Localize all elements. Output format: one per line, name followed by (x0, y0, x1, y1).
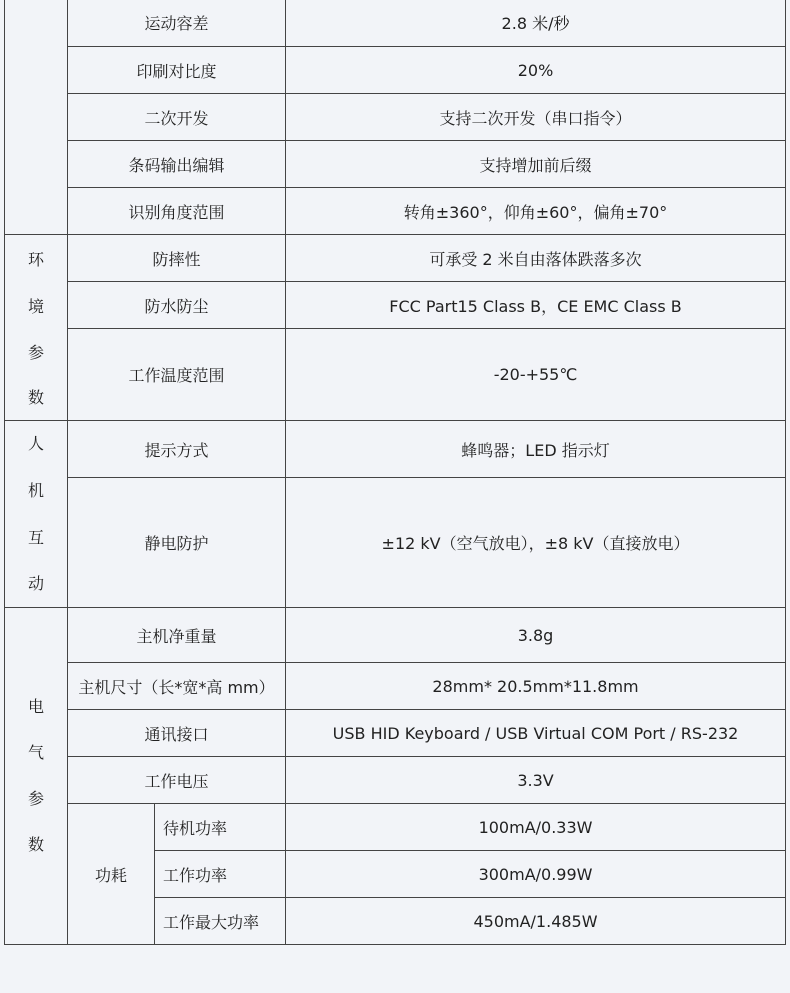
table-row (5, 478, 786, 608)
row-value: 3.3V (286, 757, 786, 804)
group-char: 动 (27, 574, 44, 593)
row-label: 工作温度范围 (68, 329, 286, 421)
row-value: 300mA/0.99W (286, 851, 786, 898)
group-label-interaction (5, 421, 68, 608)
row-value: 20% (286, 47, 786, 94)
row-label: 二次开发 (68, 94, 286, 141)
row-value: 100mA/0.33W (286, 804, 786, 851)
row-value: ±12 kV（空气放电），±8 kV（直接放电） (286, 478, 786, 608)
group-char: 参 (27, 342, 44, 362)
row-label: 通讯接口 (68, 710, 286, 757)
row-label: 印刷对比度 (68, 47, 286, 94)
row-value: 蜂鸣器；LED 指示灯 (286, 421, 786, 478)
table-row (5, 663, 786, 710)
table-row (5, 282, 786, 329)
row-label: 条码输出编辑 (68, 141, 286, 188)
power-label: 功耗 (68, 804, 155, 945)
table-row (5, 804, 786, 851)
table-row (5, 141, 786, 188)
group-char: 境 (27, 296, 44, 316)
row-label: 工作电压 (68, 757, 286, 804)
table-row (5, 94, 786, 141)
sub-row-label: 待机功率 (155, 804, 286, 851)
row-label: 主机尺寸（长*宽*高 mm） (68, 663, 286, 710)
row-value: 转角±360°，仰角±60°，偏角±70° (286, 188, 786, 235)
group-char: 环 (27, 249, 44, 269)
group-char: 互 (27, 528, 44, 547)
row-label: 防摔性 (68, 235, 286, 282)
group-label-electrical (5, 608, 68, 945)
row-value: -20-+55℃ (286, 329, 786, 421)
spec-table (4, 0, 786, 945)
table-row (5, 757, 786, 804)
row-value: 可承受 2 米自由落体跌落多次 (286, 235, 786, 282)
row-value: 450mA/1.485W (286, 898, 786, 945)
table-row (5, 329, 786, 421)
row-label: 静电防护 (68, 478, 286, 608)
table-row (5, 0, 786, 47)
group-char: 数 (27, 387, 44, 407)
table-row (5, 710, 786, 757)
row-label: 运动容差 (68, 0, 286, 47)
row-value: 支持二次开发（串口指令） (286, 94, 786, 141)
row-value: USB HID Keyboard / USB Virtual COM Port / RS-232 (286, 710, 786, 757)
row-value: 28mm* 20.5mm*11.8mm (286, 663, 786, 710)
row-label: 防水防尘 (68, 282, 286, 329)
group-char: 参 (27, 789, 44, 808)
table-row (5, 235, 786, 282)
row-value: 3.8g (286, 608, 786, 663)
row-label: 主机净重量 (68, 608, 286, 663)
table-row (5, 421, 786, 478)
sub-row-label: 工作功率 (155, 851, 286, 898)
table-row (5, 47, 786, 94)
sub-row-label: 工作最大功率 (155, 898, 286, 945)
group-char: 气 (27, 743, 44, 762)
table-row (5, 188, 786, 235)
row-value: FCC Part15 Class B，CE EMC Class B (286, 282, 786, 329)
group-char: 人 (27, 434, 44, 453)
row-label: 识别角度范围 (68, 188, 286, 235)
table-row (5, 608, 786, 663)
group-char: 数 (27, 835, 44, 854)
group-char: 电 (27, 697, 44, 716)
group-cell-continued (5, 0, 68, 235)
group-char: 机 (27, 481, 44, 500)
row-label: 提示方式 (68, 421, 286, 478)
row-value: 支持增加前后缀 (286, 141, 786, 188)
group-label-environment (5, 235, 68, 421)
row-value: 2.8 米/秒 (286, 0, 786, 47)
